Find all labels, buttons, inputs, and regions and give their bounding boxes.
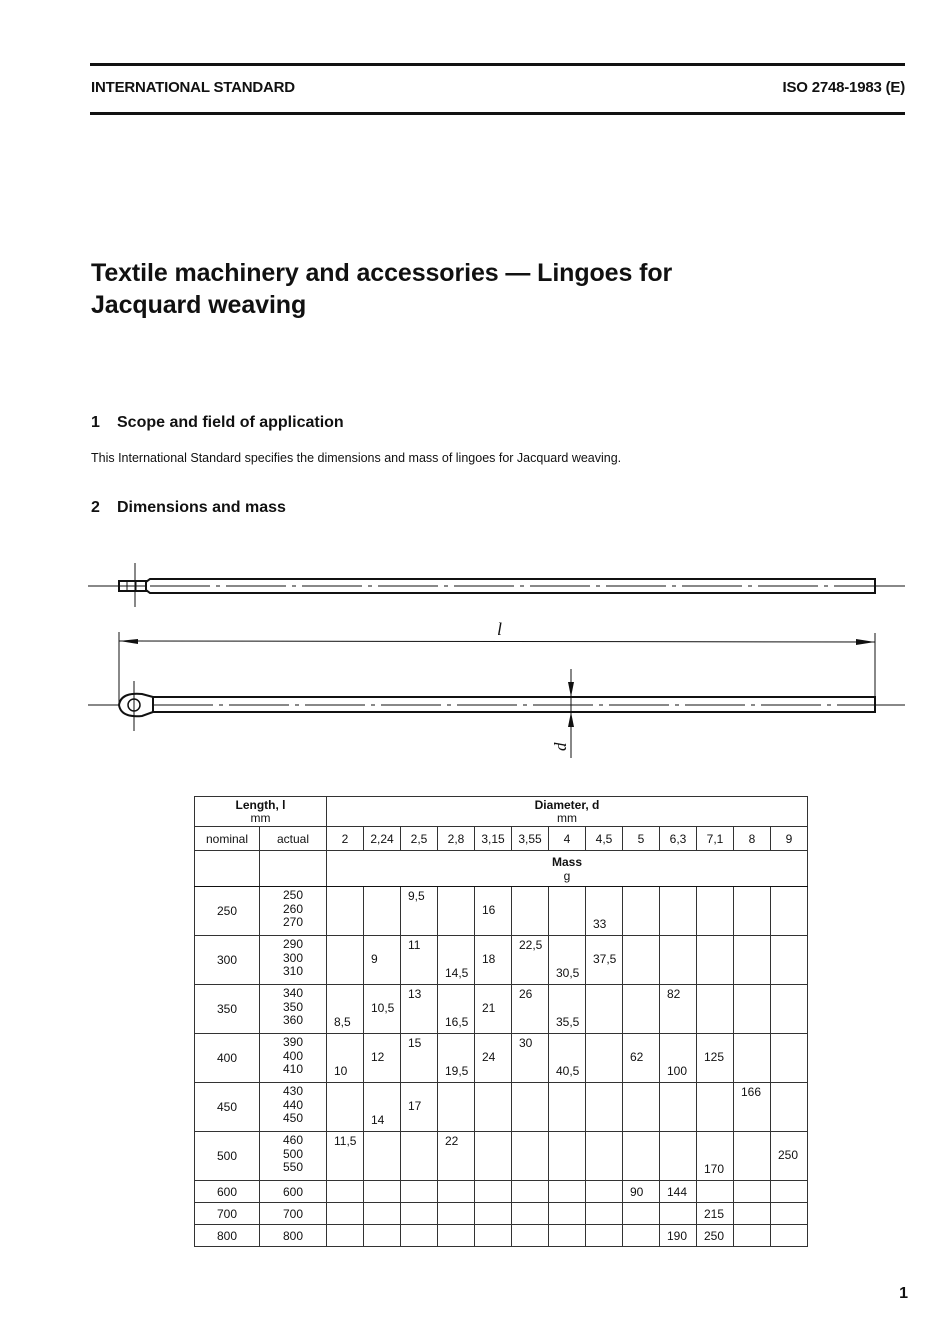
mass-cell [623,1203,660,1225]
mass-value: 40,5 [556,1064,580,1078]
mass-cell [364,1203,401,1225]
mass-value: 170 [704,1162,725,1176]
mass-cell [697,936,734,985]
mass-value: 11 [408,938,421,952]
mass-cell [401,1034,438,1083]
mass-cell [327,1132,364,1181]
mass-cell [327,887,364,936]
mass-cell [549,1132,586,1181]
mass-cell [771,1225,808,1247]
mass-value: 250 [778,1148,799,1162]
mass-value: 10,5 [371,1001,395,1015]
mass-cell [549,985,586,1034]
mass-cell [771,1181,808,1203]
mass-cell [697,1083,734,1132]
actual-lengths [260,1181,327,1203]
mass-cell [734,985,771,1034]
mass-cell [549,1203,586,1225]
mass-value: 100 [667,1064,688,1078]
mass-cell [327,1034,364,1083]
document-type: INTERNATIONAL STANDARD [91,79,295,96]
mass-cell [327,936,364,985]
diameter-col-header: 4,5 [586,827,623,851]
mass-value: 12 [371,1050,385,1064]
mass-cell [549,936,586,985]
nominal-length: 800 [195,1225,260,1247]
mass-cell [734,1203,771,1225]
mass-cell [734,936,771,985]
mass-cell [549,1034,586,1083]
actual-length: 390 [282,1035,304,1049]
header-rule-top [90,63,905,66]
mass-cell [586,1034,623,1083]
section-title: Scope and field of application [117,414,344,431]
length-header: Length, l mm [195,797,327,827]
diameter-header: Diameter, d mm [327,797,808,827]
mass-cell [475,1225,512,1247]
diameter-col-header: 2,24 [364,827,401,851]
actual-lengths [260,985,327,1034]
mass-cell [401,1225,438,1247]
table-row [195,985,808,1034]
mass-cell [697,1203,734,1225]
mass-cell [512,1225,549,1247]
mass-value: 14 [371,1113,385,1127]
nominal-length: 500 [195,1132,260,1181]
actual-lengths [260,887,327,936]
mass-value: 9,5 [408,889,425,903]
nominal-length: 350 [195,985,260,1034]
mass-cell [623,1132,660,1181]
diameter-col-header: 2,8 [438,827,475,851]
mass-value: 17 [408,1099,422,1113]
nominal-length: 600 [195,1181,260,1203]
mass-cell [771,985,808,1034]
mass-cell [549,1225,586,1247]
mass-cell [623,887,660,936]
mass-cell [438,1083,475,1132]
diameter-col-header: 5 [623,827,660,851]
actual-length: 410 [282,1062,304,1076]
mass-cell [771,1203,808,1225]
mass-cell [364,1225,401,1247]
mass-cell [623,1181,660,1203]
mass-value: 11,5 [334,1134,357,1148]
nominal-label: nominal [195,827,260,851]
mass-cell [438,1132,475,1181]
mass-cell [512,887,549,936]
standard-number: ISO 2748-1983 (E) [782,79,905,96]
actual-length: 350 [282,999,304,1014]
diameter-col-header: 6,3 [660,827,697,851]
mass-value: 18 [482,952,496,966]
actual-length: 250 [282,888,304,902]
mass-value: 190 [667,1229,688,1243]
actual-length: 270 [282,915,304,929]
mass-cell [771,936,808,985]
actual-label: actual [260,827,327,851]
mass-cell [623,1083,660,1132]
mass-cell [771,1034,808,1083]
actual-lengths [260,936,327,985]
mass-cell [660,1132,697,1181]
mass-cell [512,1181,549,1203]
mass-value: 166 [741,1085,762,1099]
mass-cell [549,1181,586,1203]
mass-value: 8,5 [334,1015,351,1029]
mass-cell [327,985,364,1034]
mass-value: 15 [408,1036,422,1050]
actual-length: 300 [282,950,304,965]
actual-length: 440 [282,1097,304,1112]
page-title [91,257,791,321]
mass-cell [586,887,623,936]
actual-lengths [260,1083,327,1132]
mass-cell [401,1132,438,1181]
mass-value: 21 [482,1001,496,1015]
mass-value: 35,5 [556,1015,580,1029]
table-row [195,887,808,936]
mass-cell [734,1132,771,1181]
diameter-col-header: 3,15 [475,827,512,851]
actual-length: 260 [282,901,304,916]
actual-length: 310 [282,964,304,978]
section-1-heading [91,414,344,432]
mass-value: 26 [519,987,533,1001]
mass-cell [660,985,697,1034]
mass-value: 30,5 [556,966,580,980]
mass-cell [364,1083,401,1132]
mass-cell [512,1132,549,1181]
actual-lengths [260,1132,327,1181]
mass-cell [586,1203,623,1225]
mass-cell [401,1203,438,1225]
page-number: 1 [899,1285,908,1302]
mass-cell [438,936,475,985]
mass-cell [438,887,475,936]
mass-cell [438,1225,475,1247]
mass-cell [364,936,401,985]
actual-length: 550 [282,1160,304,1174]
mass-value: 19,5 [445,1064,469,1078]
table-row [195,1203,808,1225]
table-row [195,1083,808,1132]
mass-value: 22 [445,1134,459,1148]
mass-value: 24 [482,1050,496,1064]
diameter-col-header: 9 [771,827,808,851]
mass-cell [364,887,401,936]
mass-cell [697,1225,734,1247]
mass-cell [697,1034,734,1083]
mass-cell [734,1083,771,1132]
actual-length: 290 [282,937,304,951]
mass-cell [364,985,401,1034]
mass-cell [734,1034,771,1083]
svg-text:d: d [551,742,570,751]
mass-cell [771,1132,808,1181]
mass-cell [475,1181,512,1203]
mass-cell [660,1083,697,1132]
actual-lengths [260,1203,327,1225]
mass-value: 250 [704,1229,725,1243]
mass-cell [660,936,697,985]
mass-cell [660,1181,697,1203]
mass-cell [475,936,512,985]
mass-cell [549,1083,586,1132]
lingo-drawing [0,560,950,770]
mass-cell [549,887,586,936]
mass-cell [660,1225,697,1247]
mass-cell [660,1034,697,1083]
mass-cell [771,887,808,936]
mass-cell [401,1083,438,1132]
mass-value: 30 [519,1036,533,1050]
actual-length: 360 [282,1013,304,1027]
section-number: 2 [91,499,100,516]
mass-cell [734,887,771,936]
mass-cell [660,887,697,936]
length-label: l [497,619,503,639]
mass-cell [475,1083,512,1132]
mass-cell [475,887,512,936]
nominal-length: 700 [195,1203,260,1225]
actual-lengths [260,1034,327,1083]
mass-cell [734,1225,771,1247]
mass-value: 13 [408,987,422,1001]
mass-value: 16,5 [445,1015,469,1029]
mass-cell [623,936,660,985]
mass-cell [734,1181,771,1203]
mass-cell [586,1225,623,1247]
mass-cell [512,936,549,985]
actual-length: 430 [282,1084,304,1098]
actual-length: 340 [282,986,304,1000]
table-row [195,936,808,985]
mass-value: 62 [630,1050,644,1064]
table-row [195,1181,808,1203]
mass-value: 16 [482,903,496,917]
table-row [195,1132,808,1181]
mass-cell [475,1034,512,1083]
mass-cell [401,887,438,936]
mass-cell [475,1132,512,1181]
mass-cell [327,1181,364,1203]
actual-length: 460 [282,1133,304,1147]
mass-value: 10 [334,1064,348,1078]
mass-cell [586,1083,623,1132]
actual-length: 400 [282,1048,304,1063]
mass-value: 9 [371,952,378,966]
mass-cell [623,1034,660,1083]
mass-cell [475,1203,512,1225]
mass-cell [438,985,475,1034]
section-2-heading [91,499,286,517]
mass-cell [586,936,623,985]
diameter-col-header: 7,1 [697,827,734,851]
section-title: Dimensions and mass [117,499,286,516]
table-row [195,1225,808,1247]
dimensions-mass-table [194,796,808,1247]
mass-value: 215 [704,1207,725,1221]
mass-cell [512,985,549,1034]
mass-cell [660,1203,697,1225]
mass-value: 82 [667,987,681,1001]
mass-cell [623,985,660,1034]
nominal-length: 450 [195,1083,260,1132]
actual-length: 700 [282,1206,304,1221]
mass-cell [401,936,438,985]
mass-cell [401,985,438,1034]
title-line-1: Textile machinery and accessories — Lingoes for [91,259,673,287]
header-rule-bottom [90,112,905,115]
actual-length: 450 [282,1111,304,1125]
nominal-length: 250 [195,887,260,936]
mass-cell [364,1034,401,1083]
mass-cell [697,887,734,936]
diameter-col-header: 2 [327,827,364,851]
mass-cell [697,985,734,1034]
mass-cell [512,1083,549,1132]
table-row [195,1034,808,1083]
actual-length: 500 [282,1146,304,1161]
nominal-length: 400 [195,1034,260,1083]
mass-cell [475,985,512,1034]
title-line-2: Jacquard weaving [91,291,307,319]
mass-cell [512,1203,549,1225]
mass-value: 33 [593,917,607,931]
mass-cell [364,1181,401,1203]
mass-cell [697,1181,734,1203]
mass-cell [438,1034,475,1083]
mass-cell [401,1181,438,1203]
mass-cell [438,1203,475,1225]
mass-cell [327,1083,364,1132]
mass-cell [586,1132,623,1181]
mass-header: Mass g [327,851,808,887]
mass-cell [623,1225,660,1247]
actual-length: 600 [282,1184,304,1199]
actual-length: 800 [282,1228,304,1243]
mass-cell [586,1181,623,1203]
mass-value: 14,5 [445,966,469,980]
section-number: 1 [91,414,100,431]
mass-cell [438,1181,475,1203]
mass-cell [697,1132,734,1181]
mass-cell [586,985,623,1034]
nominal-length: 300 [195,936,260,985]
mass-value: 125 [704,1050,725,1064]
mass-cell [327,1225,364,1247]
diameter-col-header: 2,5 [401,827,438,851]
mass-cell [327,1203,364,1225]
mass-value: 144 [667,1185,688,1199]
mass-cell [771,1083,808,1132]
mass-cell [512,1034,549,1083]
mass-value: 90 [630,1185,644,1199]
mass-value: 22,5 [519,938,543,952]
mass-value: 37,5 [593,952,617,966]
diameter-col-header: 3,55 [512,827,549,851]
section-1-body: This International Standard specifies the dimensions and mass of lingoes for Jacquard weaving. [91,451,622,465]
mass-cell [364,1132,401,1181]
actual-lengths [260,1225,327,1247]
diameter-col-header: 4 [549,827,586,851]
diameter-col-header: 8 [734,827,771,851]
